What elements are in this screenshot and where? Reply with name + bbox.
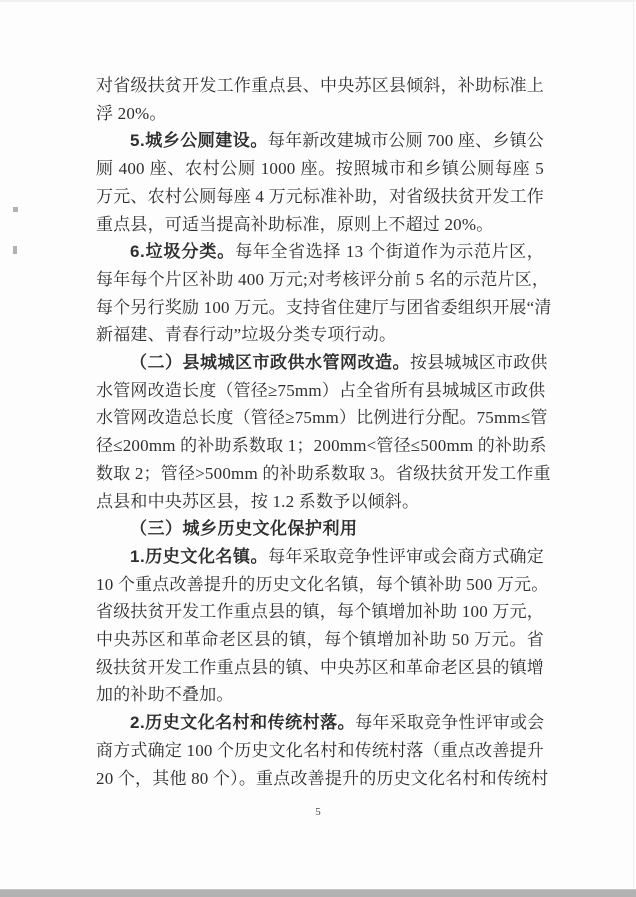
- text-line: [96, 571, 549, 599]
- text-line: [96, 155, 544, 183]
- text-segment: 水管网改造总长度（管径≥75mm）比例进行分配。75mm≤管: [96, 408, 548, 428]
- text-segment: 重点县，可适当提高补助标准，原则上不超过 20%。: [96, 214, 494, 234]
- text-segment: 水管网改造长度（管径≥75mm）占全省所有县城城区市政供: [96, 380, 546, 400]
- text-segment: 数取 2；管径>500mm 的补助系数取 3。省级扶贫开发工作重: [96, 463, 551, 483]
- scan-artifact: [13, 246, 17, 254]
- heading-segment: （二）县城城区市政供水管网改造。: [130, 353, 410, 373]
- text-line: [96, 321, 544, 349]
- text-line: [96, 737, 544, 765]
- text-line: [96, 294, 552, 322]
- text-segment: 每年采取竞争性评审或会: [355, 713, 545, 733]
- text-line: [96, 266, 550, 294]
- text-segment: 商方式确定 100 个历史文化名村和传统村落（重点改善提升: [96, 740, 544, 760]
- text-segment: 径≤200mm 的补助系数取 1；200mm<管径≤500mm 的补助系: [96, 436, 547, 456]
- text-line: [96, 681, 544, 709]
- text-segment: 新福建、青春行动”垃圾分类专项行动。: [96, 325, 397, 345]
- text-line: [96, 349, 548, 377]
- text-segment: 每年全省选择 13 个街道作为示范片区，: [235, 242, 545, 262]
- heading-segment: 2.历史文化名村和传统村落。: [130, 713, 356, 733]
- text-segment: 省级扶贫开发工作重点县的镇，每个镇增加补助 100 万元，: [96, 602, 544, 622]
- text-segment: 每年每个片区补助 400 万元;对考核评分前 5 名的示范片区，: [96, 269, 550, 289]
- heading-segment: 1.历史文化名镇。: [130, 546, 269, 566]
- text-line: [96, 432, 547, 460]
- text-line: [96, 211, 544, 239]
- text-line: [96, 515, 544, 543]
- text-line: [96, 543, 544, 571]
- text-line: [96, 183, 544, 211]
- text-segment: 按县城城区市政供: [410, 353, 548, 373]
- page-number: 5: [315, 806, 321, 818]
- heading-segment: 6.垃圾分类。: [130, 242, 236, 262]
- page-top-edge: [0, 0, 636, 2]
- text-segment: 10 个重点改善提升的历史文化名镇，每个镇补助 500 万元。: [96, 574, 549, 594]
- text-segment: 每年采取竞争性评审或会商方式确定: [268, 546, 545, 566]
- text-segment: 厕 400 座、农村公厕 1000 座。按照城市和乡镇公厕每座 5: [96, 159, 544, 179]
- text-segment: 对省级扶贫开发工作重点县、中央苏区县倾斜，补助标准上: [96, 76, 544, 95]
- heading-segment: 5.城乡公厕建设。: [130, 131, 268, 151]
- text-line: [96, 598, 544, 626]
- scan-artifact: [13, 207, 18, 212]
- text-segment: 万元、农村公厕每座 4 万元标准补助，对省级扶贫开发工作: [96, 186, 544, 206]
- text-line: [96, 709, 544, 737]
- text-line: [96, 72, 544, 100]
- heading-segment: （三）城乡历史文化保护利用: [130, 519, 358, 539]
- text-line: [96, 377, 544, 405]
- text-line: [96, 488, 544, 516]
- text-segment: 浮 20%。: [96, 103, 167, 123]
- text-segment: 每年新改建城市公厕 700 座、乡镇公: [267, 131, 544, 151]
- page-bottom-scan-edge: [0, 889, 636, 897]
- text-line: [96, 654, 544, 682]
- text-line: [96, 100, 544, 128]
- text-segment: 加的补助不叠加。: [96, 685, 234, 705]
- text-segment: 每个另行奖励 100 万元。支持省住建厅与团省委组织开展“清: [96, 297, 552, 317]
- text-line: [96, 238, 544, 266]
- text-segment: 中央苏区和革命老区县的镇，每个镇增加补助 50 万元。省: [96, 630, 544, 650]
- text-line: [96, 765, 549, 793]
- document-body: [96, 72, 552, 792]
- text-line: [96, 626, 544, 654]
- text-segment: 级扶贫开发工作重点县的镇、中央苏区和革命老区县的镇增: [96, 657, 544, 677]
- page-right-edge: [633, 0, 634, 889]
- text-line: [96, 127, 544, 155]
- text-segment: 20 个，其他 80 个）。重点改善提升的历史文化名村和传统村: [96, 768, 549, 788]
- text-line: [96, 404, 548, 432]
- text-line: [96, 460, 551, 488]
- text-segment: 点县和中央苏区县，按 1.2 系数予以倾斜。: [96, 491, 420, 511]
